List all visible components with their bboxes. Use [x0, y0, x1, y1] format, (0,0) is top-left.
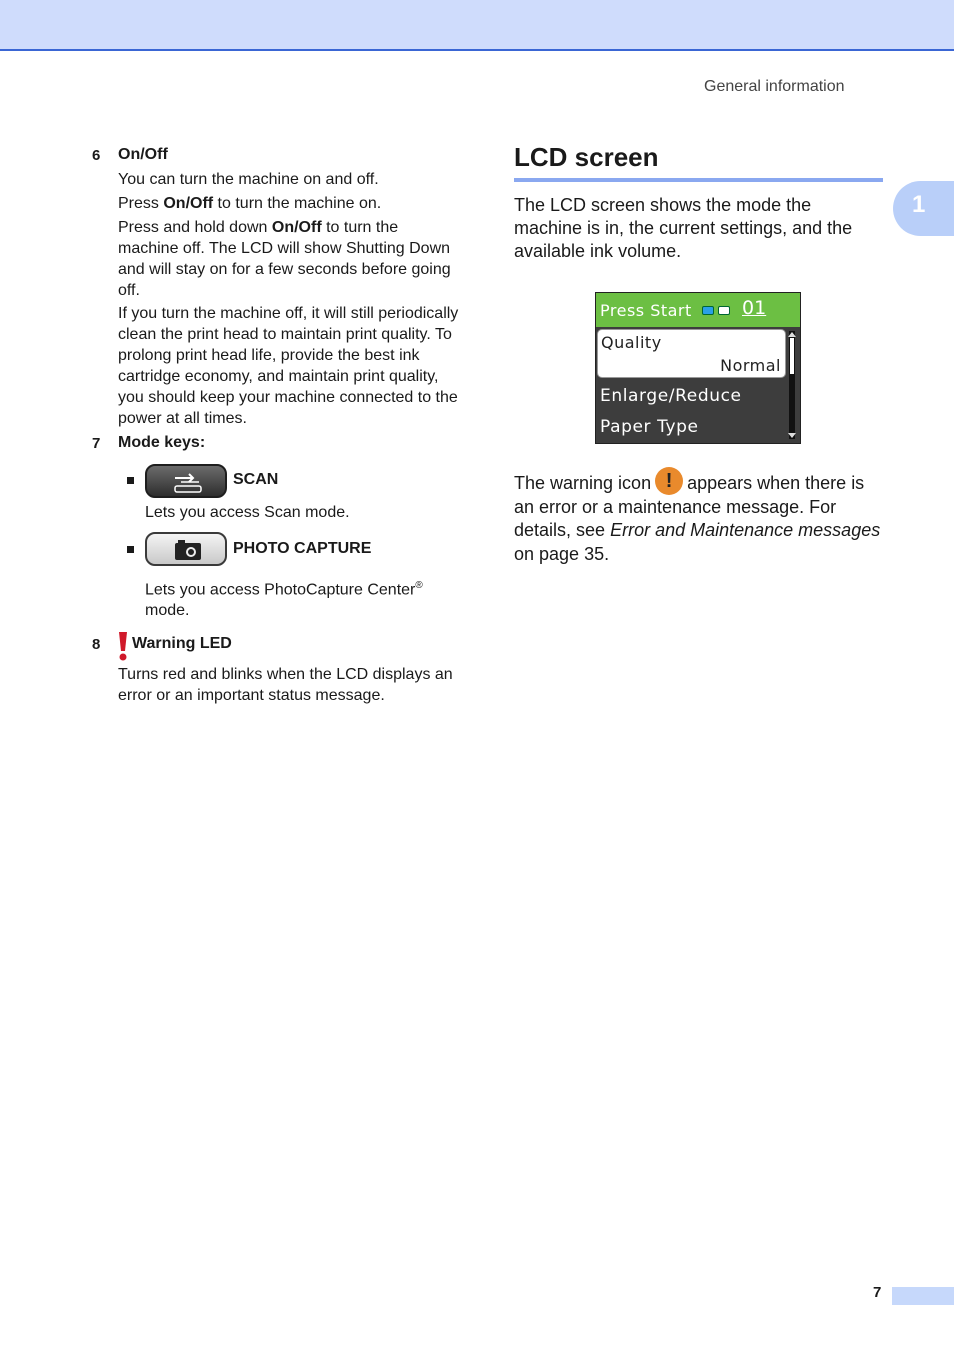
- warning-icon: !: [655, 467, 683, 495]
- lcd-scroll-thumb: [790, 338, 794, 374]
- on-off-paragraph: Press On/Off to turn the machine on.: [118, 195, 382, 212]
- chapter-number: 1: [912, 191, 926, 218]
- scroll-up-icon: [788, 332, 796, 337]
- quality-label: Quality: [601, 333, 662, 352]
- warning-led-description: Turns red and blinks when the LCD displays an error or an important status message.: [118, 666, 453, 704]
- section-heading: LCD screen: [514, 142, 659, 172]
- lcd-menu-item: Paper Type: [600, 417, 699, 437]
- item-heading-warning-led: Warning LED: [132, 635, 232, 652]
- photo-capture-description: Lets you access PhotoCapture Center® mode.: [145, 580, 423, 620]
- scanner-icon: [147, 466, 229, 500]
- item-heading-mode-keys: Mode keys:: [118, 434, 206, 451]
- warning-led-icon: [116, 630, 130, 662]
- error-messages-reference: Error and Maintenance messages: [610, 520, 881, 540]
- ink-cyan-icon: [702, 306, 714, 315]
- scan-key-button[interactable]: [145, 464, 227, 498]
- scan-label: SCAN: [233, 471, 279, 488]
- lcd-intro: The LCD screen shows the mode the machine is in, the current settings, and the available ink volume.: [514, 195, 853, 261]
- photo-capture-key-button[interactable]: [145, 532, 227, 566]
- page-tab: [892, 1287, 954, 1305]
- quality-value: Normal: [720, 356, 781, 375]
- scroll-down-icon: [788, 433, 796, 438]
- item-number: 6: [92, 147, 101, 164]
- copies-count: 01: [742, 297, 767, 319]
- ink-white-icon: [718, 306, 730, 315]
- lcd-screen-illustration: [595, 292, 801, 444]
- item-number: 8: [92, 636, 101, 653]
- on-off-paragraph: Press and hold down On/Off to turn the machine off. The LCD will show Shutting Down and will stay on for a few seconds before going off.: [118, 219, 451, 299]
- running-header: General information: [704, 78, 845, 95]
- press-start-text: Press Start: [600, 301, 692, 320]
- header-band: [0, 0, 954, 51]
- heading-rule: [514, 178, 883, 182]
- bullet: [127, 546, 134, 553]
- photo-capture-label: PHOTO CAPTURE: [233, 540, 372, 557]
- bullet: [127, 477, 134, 484]
- camera-icon: [147, 534, 229, 568]
- on-off-paragraph: You can turn the machine on and off.: [118, 171, 379, 188]
- item-number: 7: [92, 435, 101, 452]
- on-off-paragraph: If you turn the machine off, it will still periodically clean the print head to maintain print quality. To prolong print head life, provide the best ink cartridge economy, and maintain print quality, you should keep your machine connected to the power at all times.: [118, 305, 459, 427]
- scan-description: Lets you access Scan mode.: [145, 504, 350, 521]
- lcd-selected-item: [597, 329, 786, 378]
- warning-icon-paragraph: The warning icon ! appears when there is an error or a maintenance message. For details, see Error and Maintenance messages on page 35.: [514, 472, 886, 566]
- item-heading-on-off: On/Off: [118, 146, 168, 163]
- lcd-menu-item: Enlarge/Reduce: [600, 386, 742, 406]
- lcd-status-bar: [596, 293, 800, 327]
- page-number: 7: [873, 1284, 882, 1301]
